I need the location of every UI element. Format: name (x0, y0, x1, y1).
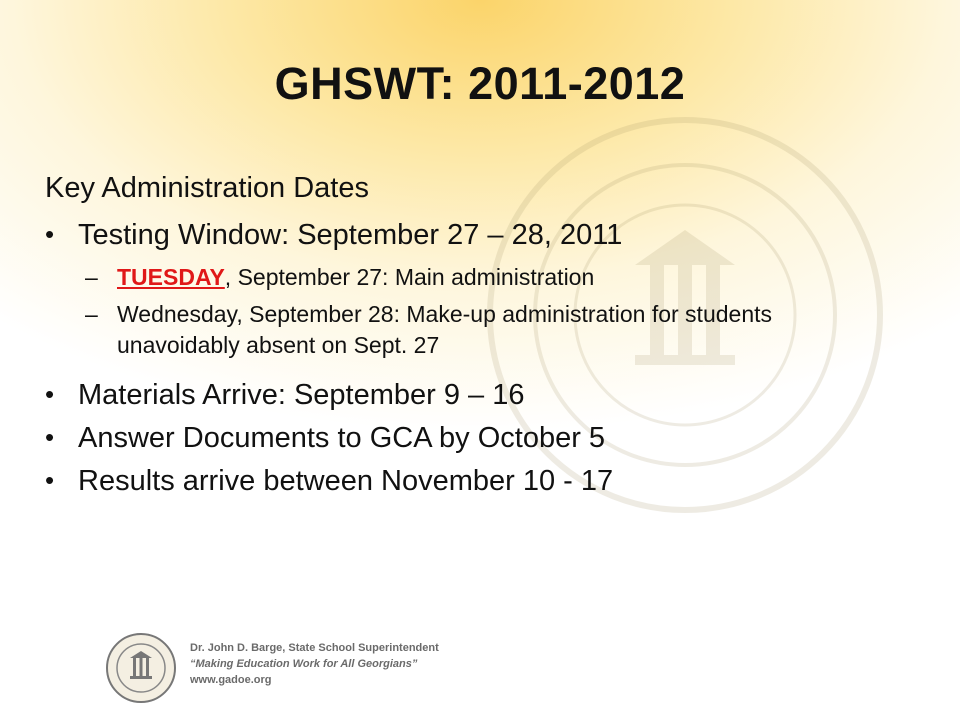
slide-title: GHSWT: 2011-2012 (274, 58, 686, 109)
testing-window-subitems (85, 262, 925, 361)
footer-website: www.gadoe.org (190, 674, 272, 686)
tuesday-highlight: TUESDAY (117, 264, 225, 290)
department-seal-logo (105, 632, 177, 704)
footer-motto: “Making Education Work for All Georgians” (190, 658, 418, 670)
footer-credits (190, 640, 590, 688)
bullet-answer-documents: • Answer Documents to GCA by October 5 (45, 422, 925, 455)
subitem-wednesday: – Wednesday, September 28: Make-up administration for students unavoidably absent on Sept. 27 (85, 299, 897, 361)
footer-superintendent: Dr. John D. Barge, State School Superintendent (190, 642, 439, 654)
bullet-testing-window: • Testing Window: September 27 – 28, 2011 (45, 219, 925, 252)
slide-body (45, 172, 925, 508)
subitem-tuesday-text: , September 27: Main administration (224, 264, 595, 290)
intro-heading: Key Administration Dates (45, 172, 369, 204)
bullet-results-arrive: • Results arrive between November 10 - 17 (45, 465, 925, 498)
subitem-tuesday (85, 262, 897, 293)
bullet-materials-arrive: • Materials Arrive: September 9 – 16 (45, 379, 925, 412)
